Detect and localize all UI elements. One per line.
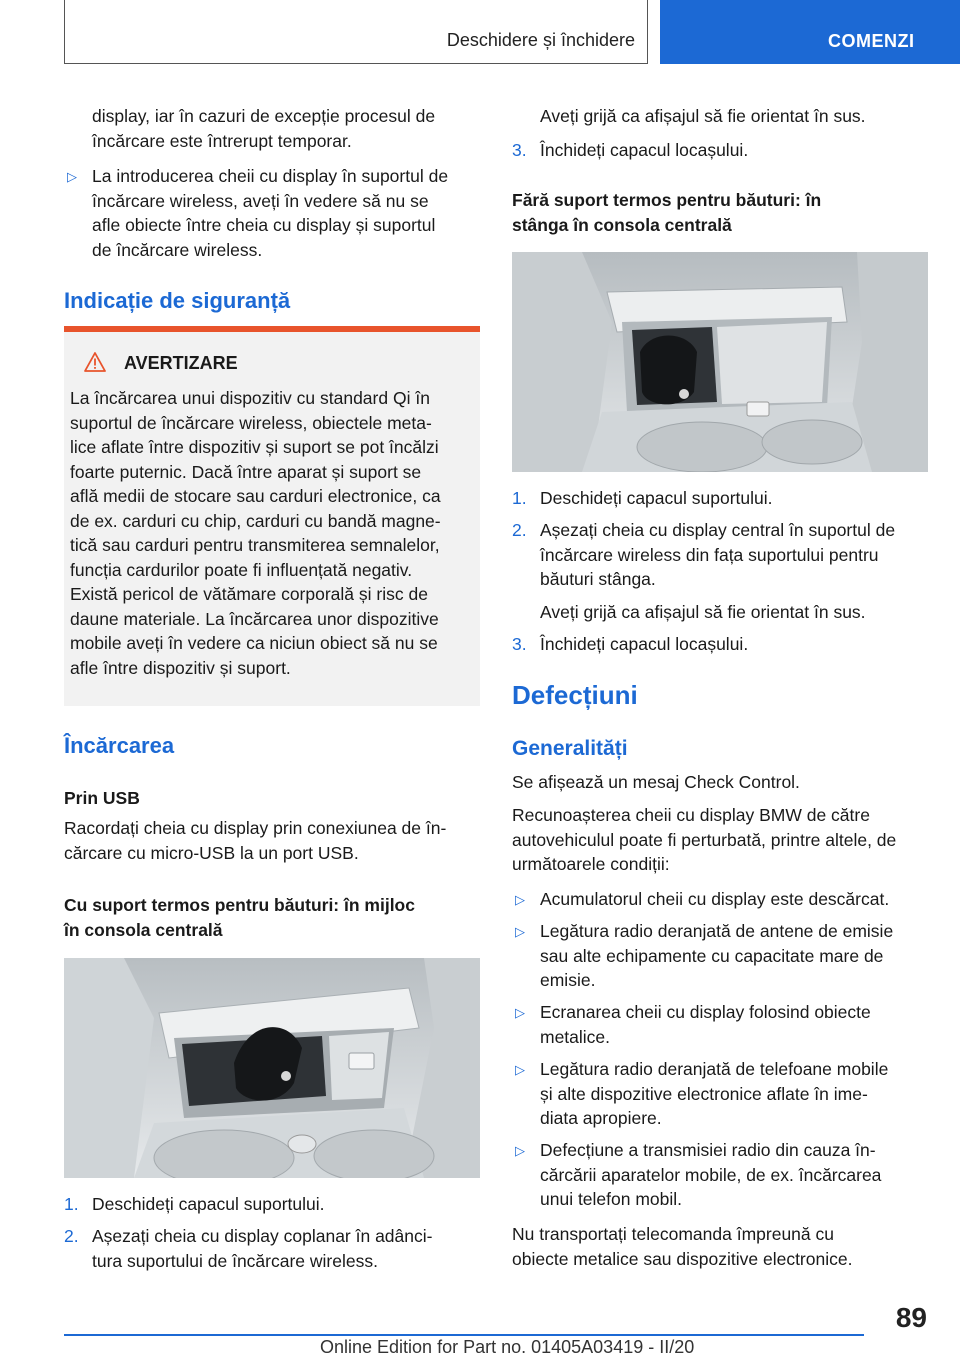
- general-text: Se afișează un mesaj Check Control.: [512, 772, 800, 792]
- triangle-bullet-icon: ▷: [67, 169, 77, 184]
- header-chapter-tab: [660, 0, 960, 64]
- header-section-title: Deschidere și închidere: [446, 30, 635, 50]
- header-section-box: [64, 0, 648, 64]
- triangle-bullet-icon: ▷: [515, 892, 525, 907]
- middle-console-heading: Cu suport termos pentru băuturi: în mijloc în consola centrală: [64, 895, 415, 940]
- warning-text: La încărcarea unui dispozitiv cu standard Qi în suportul de încărcare wireless, obiectele meta- lice aflate între dispozitiv și suport se pot încălzi foarte puternic. Dacă între aparat și suport se află medii de stocare sau carduri electronice, ca de ex. carduri cu chip, carduri cu bandă magne- tică sau carduri pentru transmiterea semnalelor, funcția cardurilor poate fi influențată negativ. Există pericol de vătămare corporală și risc de daune materiale. La încărcarea unor dispozitive mobile aveți în vedere ca niciun obiect să nu se afle între dispozitiv și suport.: [70, 388, 441, 678]
- console-middle-charger-figure: [64, 958, 480, 1178]
- usb-text: Racordați cheia cu display prin conexiunea de în- cărcare cu micro-USB la un port USB.: [64, 818, 447, 863]
- warning-title: AVERTIZARE: [124, 353, 238, 373]
- header-chapter-label: COMENZI: [828, 31, 915, 51]
- footer-rule: [64, 1334, 864, 1336]
- footer-edition: Online Edition for Part no. 01405A03419 - II/20: [320, 1337, 695, 1357]
- closing-text: Nu transportați telecomanda împreună cu obiecte metalice sau dispozitive electronice.: [512, 1224, 853, 1269]
- intro-paragraph: display, iar în cazuri de excepție procesul de încărcare este întrerupt temporar.: [92, 106, 436, 151]
- continuation-note: Aveți grijă ca afișajul să fie orientat în sus.: [540, 106, 866, 126]
- left-console-heading: Fără suport termos pentru băuturi: în stânga în consola centrală: [512, 190, 822, 235]
- warning-triangle-icon: [84, 352, 106, 372]
- safety-heading: Indicație de siguranță: [64, 288, 291, 313]
- usb-heading: Prin USB: [64, 788, 140, 808]
- step-note: Aveți grijă ca afișajul să fie orientat în sus.: [540, 602, 866, 622]
- triangle-bullet-icon: ▷: [515, 1143, 525, 1158]
- charging-heading: Încărcarea: [64, 733, 175, 758]
- recognition-text: Recunoașterea cheii cu display BMW de către autovehiculul poate fi perturbată, printre altele, de următoarele condiții:: [512, 805, 897, 874]
- triangle-bullet-icon: ▷: [515, 1062, 525, 1077]
- console-left-charger-figure: [512, 252, 928, 472]
- general-heading: Generalități: [512, 737, 628, 760]
- triangle-bullet-icon: ▷: [515, 924, 525, 939]
- triangle-bullet-icon: ▷: [515, 1005, 525, 1020]
- faults-heading: Defecțiuni: [512, 680, 638, 710]
- page-number: 89: [895, 1302, 927, 1333]
